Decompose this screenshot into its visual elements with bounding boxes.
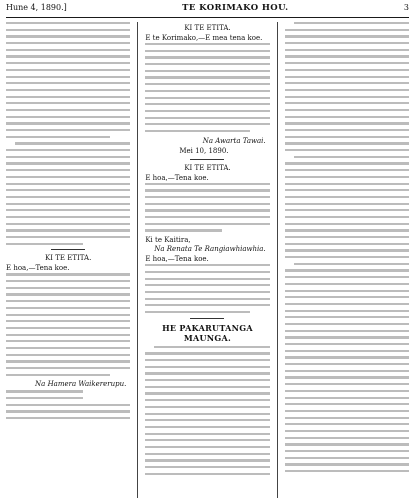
column-2	[145, 21, 269, 499]
column-separator	[137, 22, 138, 498]
header-rule	[6, 17, 409, 18]
letter-heading: KI TE ETITA.	[44, 254, 92, 263]
letter-signoff: Na Renata Te Rangiawhiawhia.	[154, 245, 266, 254]
page-header	[6, 3, 409, 16]
column-divider	[190, 159, 224, 160]
letter-text-block	[145, 264, 269, 313]
letter-text-block	[145, 183, 269, 232]
letter-salutation: E hoa,—Tena koe.	[145, 173, 209, 182]
letter-salutation: E hoa,—Tena koe.	[6, 264, 70, 273]
letter-salutation: E hoa,—Tena koe.	[145, 255, 209, 264]
letter-heading: KI TE ETITA.	[184, 163, 231, 172]
article-text-block	[285, 22, 409, 472]
columns	[6, 21, 409, 499]
issue-date: Hune 4, 1890.]	[6, 3, 67, 12]
column-separator	[277, 22, 278, 498]
column-1	[6, 21, 130, 499]
letter-text-block	[6, 273, 130, 376]
section-headline: HE PAKARUTANGA MAUNGA.	[162, 322, 253, 343]
letter-date: Mei 10, 1890.	[179, 146, 229, 155]
article-text-block	[145, 346, 269, 475]
column-3	[285, 21, 409, 499]
article-text-block	[6, 22, 130, 245]
page-number: 3	[403, 3, 409, 12]
letter-heading: KI TE ETITA.	[184, 24, 231, 32]
masthead-title: TE KORIMAKO HOU.	[182, 3, 289, 13]
column-divider	[190, 318, 224, 319]
letter-signoff: Na Hamera Waikererupu.	[35, 380, 127, 389]
letter-signoff: Na Awarta Tawai.	[202, 136, 266, 145]
letter-text-block	[145, 43, 269, 132]
letter-footer-block	[6, 390, 130, 419]
letter-addressee: Ki te Kaitira,	[145, 236, 191, 245]
letter-salutation: E te Korimako,—E mea tena koe.	[145, 34, 263, 42]
column-divider	[51, 249, 85, 250]
